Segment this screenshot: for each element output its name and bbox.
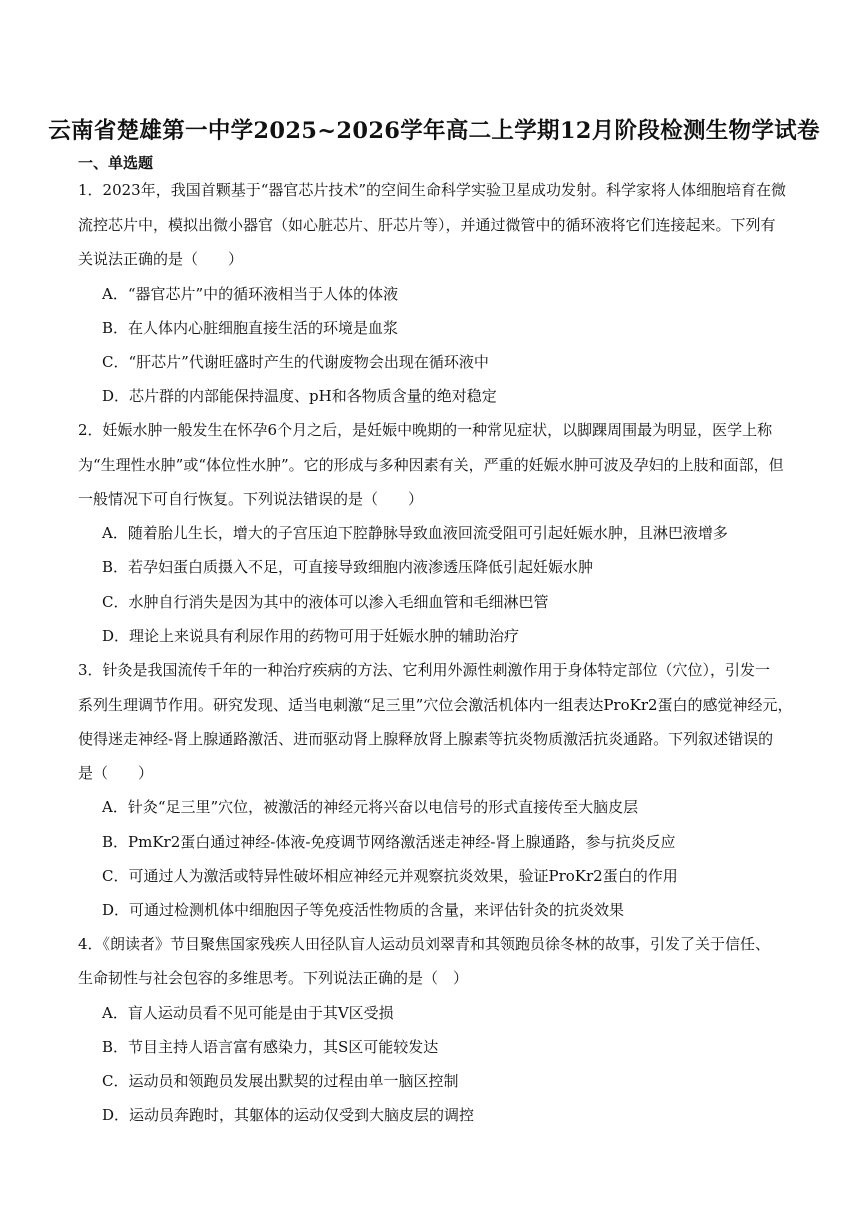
question-2-option-a: A．随着胎儿生长，增大的子宫压迫下腔静脉导致血液回流受阻可引起妊娠水肿，且淋巴液增多 — [102, 524, 728, 542]
question-3-option-d: D．可通过检测机体中细胞因子等免疫活性物质的含量，来评估针灸的抗炎效果 — [102, 901, 625, 919]
section-heading: 一、单选题 — [78, 154, 154, 172]
question-4-option-d: D．运动员奔跑时，其躯体的运动仅受到大脑皮层的调控 — [102, 1106, 475, 1124]
question-3-option-c: C．可通过人为激活或特异性破坏相应神经元并观察抗炎效果，验证ProKr2蛋白的作用 — [102, 867, 678, 885]
question-4-option-a: A．盲人运动员看不见可能是由于其V区受损 — [102, 1004, 394, 1022]
exam-title: 云南省楚雄第一中学2025~2026学年高二上学期12月阶段检测生物学试卷 — [48, 118, 820, 144]
question-4-line-2: 生命韧性与社会包容的多维思考。下列说法正确的是（ ） — [78, 969, 469, 987]
question-4-option-c: C．运动员和领跑员发展出默契的过程由单一脑区控制 — [102, 1072, 459, 1090]
question-2-option-c: C．水肿自行消失是因为其中的液体可以渗入毛细血管和毛细淋巴管 — [102, 593, 549, 611]
question-2-option-d: D．理论上来说具有利尿作用的药物可用于妊娠水肿的辅助治疗 — [102, 627, 520, 645]
question-2-line-1: 2．妊娠水肿一般发生在怀孕6个月之后，是妊娠中晚期的一种常见症状，以脚踝周围最为明显，医学上称 — [78, 421, 773, 439]
question-3-line-3: 使得迷走神经-肾上腺通路激活、进而驱动肾上腺释放肾上腺素等抗炎物质激活抗炎通路。下列叙述错误的 — [78, 730, 774, 748]
question-3-option-a: A．针灸“足三里”穴位，被激活的神经元将兴奋以电信号的形式直接传至大脑皮层 — [102, 798, 639, 816]
question-4-line-1: 4．《朗读者》节目聚焦国家残疾人田径队盲人运动员刘翠青和其领跑员徐冬林的故事，引发了关于信任、 — [78, 935, 771, 953]
question-3-option-b: B．PmKr2蛋白通过神经-体液-免疫调节网络激活迷走神经-肾上腺通路，参与抗炎反应 — [102, 833, 676, 851]
question-1-option-b: B．在人体内心脏细胞直接生活的环境是血浆 — [102, 319, 399, 337]
question-1-line-3: 关说法正确的是（ ） — [78, 250, 244, 268]
question-1-option-a: A．“器官芯片”中的循环液相当于人体的体液 — [102, 285, 399, 303]
question-4-option-b: B．节目主持人语言富有感染力，其S区可能较发达 — [102, 1038, 439, 1056]
question-1-line-1: 1．2023年，我国首颗基于“器官芯片技术”的空间生命科学实验卫星成功发射。科学家将人体细胞培育在微 — [78, 181, 787, 199]
question-3-line-2: 系列生理调节作用。研究发现、适当电刺激“足三里”穴位会激活机体内一组表达ProKr2蛋白的感觉神经元， — [78, 696, 793, 714]
question-2-line-3: 一般情况下可自行恢复。下列说法错误的是（ ） — [78, 490, 424, 508]
question-2-option-b: B．若孕妇蛋白质摄入不足，可直接导致细胞内液渗透压降低引起妊娠水肿 — [102, 558, 594, 576]
question-1-line-2: 流控芯片中，模拟出微小器官（如心脏芯片、肝芯片等），并通过微管中的循环液将它们连接起来。下列有 — [78, 216, 776, 234]
question-1-option-c: C．“肝芯片”代谢旺盛时产生的代谢废物会出现在循环液中 — [102, 353, 489, 371]
question-1-option-d: D．芯片群的内部能保持温度、pH和各物质含量的绝对稳定 — [102, 387, 497, 405]
question-2-line-2: 为“生理性水肿”或“体位性水肿”。它的形成与多种因素有关，严重的妊娠水肿可波及孕妇的上肢和面部，但 — [78, 456, 784, 474]
question-3-line-1: 3．针灸是我国流传千年的一种治疗疾病的方法、它利用外源性刺激作用于身体特定部位（穴位），引发一 — [78, 661, 771, 679]
question-3-line-4: 是（ ） — [78, 764, 154, 782]
